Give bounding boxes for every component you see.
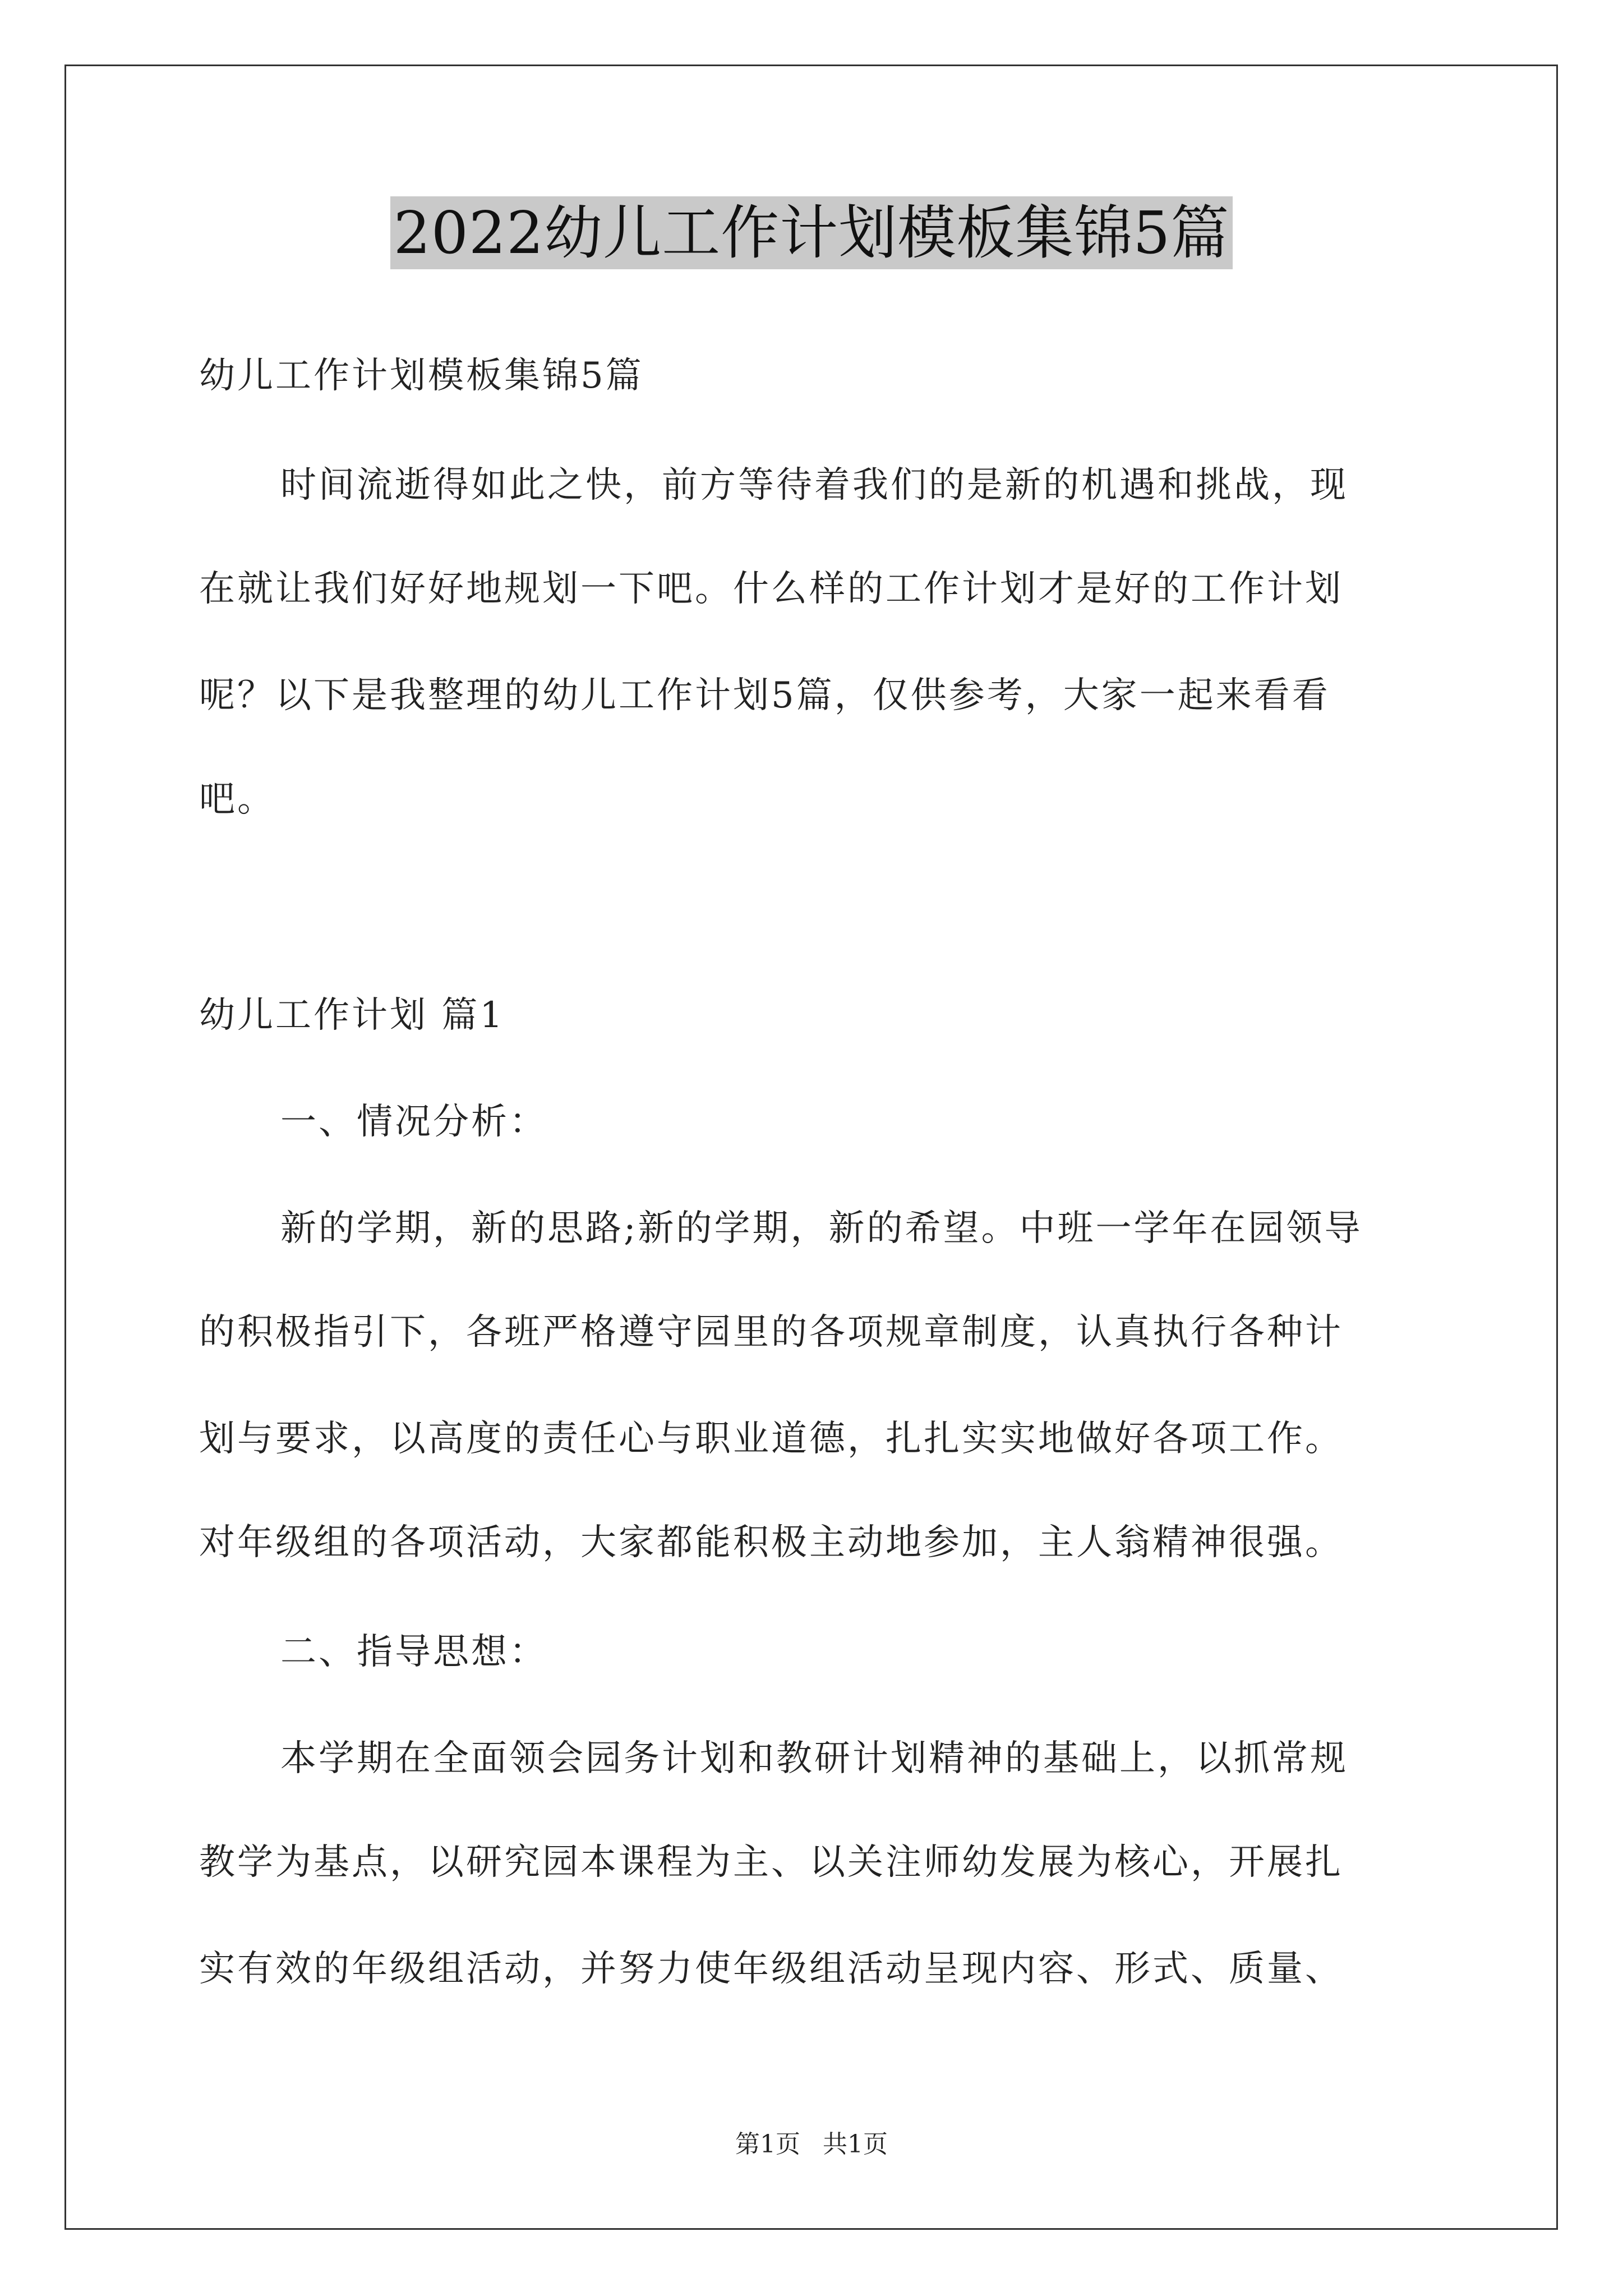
page-number: 第1页 — [735, 2130, 800, 2159]
para-line: 实有效的年级组活动，并努力使年级组活动呈现内容、形式、质量、 — [199, 1948, 1343, 1990]
para-line: 新的学期，新的思路;新的学期，新的希望。中班一学年在园领导 — [280, 1208, 1363, 1249]
para-line: 本学期在全面领会园务计划和教研计划精神的基础上，以抓常规 — [280, 1738, 1348, 1779]
subtitle: 幼儿工作计划模板集锦5篇 — [199, 355, 644, 397]
intro-line: 呢？以下是我整理的幼儿工作计划5篇，仅供参考，大家一起来看看 — [199, 675, 1330, 716]
heading-situation-analysis: 一、情况分析： — [280, 1101, 547, 1143]
para-line: 的积极指引下，各班严格遵守园里的各项规章制度，认真执行各种计 — [199, 1312, 1343, 1353]
page-total: 共1页 — [823, 2130, 888, 2159]
section-heading: 幼儿工作计划 篇1 — [199, 995, 505, 1036]
intro-line: 时间流逝得如此之快，前方等待着我们的是新的机遇和挑战，现 — [280, 464, 1348, 506]
document-title: 2022幼儿工作计划模板集锦5篇 — [390, 196, 1233, 269]
para-line: 教学为基点，以研究园本课程为主、以关注师幼发展为核心，开展扎 — [199, 1842, 1343, 1883]
intro-line: 吧。 — [199, 779, 275, 820]
intro-line: 在就让我们好好地规划一下吧。什么样的工作计划才是好的工作计划 — [199, 568, 1343, 610]
page-footer — [0, 2129, 1623, 2160]
title-block — [0, 196, 1623, 269]
heading-guiding-ideology: 二、指导思想： — [280, 1631, 547, 1673]
para-line: 划与要求，以高度的责任心与职业道德，扎扎实实地做好各项工作。 — [199, 1418, 1343, 1460]
para-line: 对年级组的各项活动，大家都能积极主动地参加，主人翁精神很强。 — [199, 1522, 1343, 1563]
